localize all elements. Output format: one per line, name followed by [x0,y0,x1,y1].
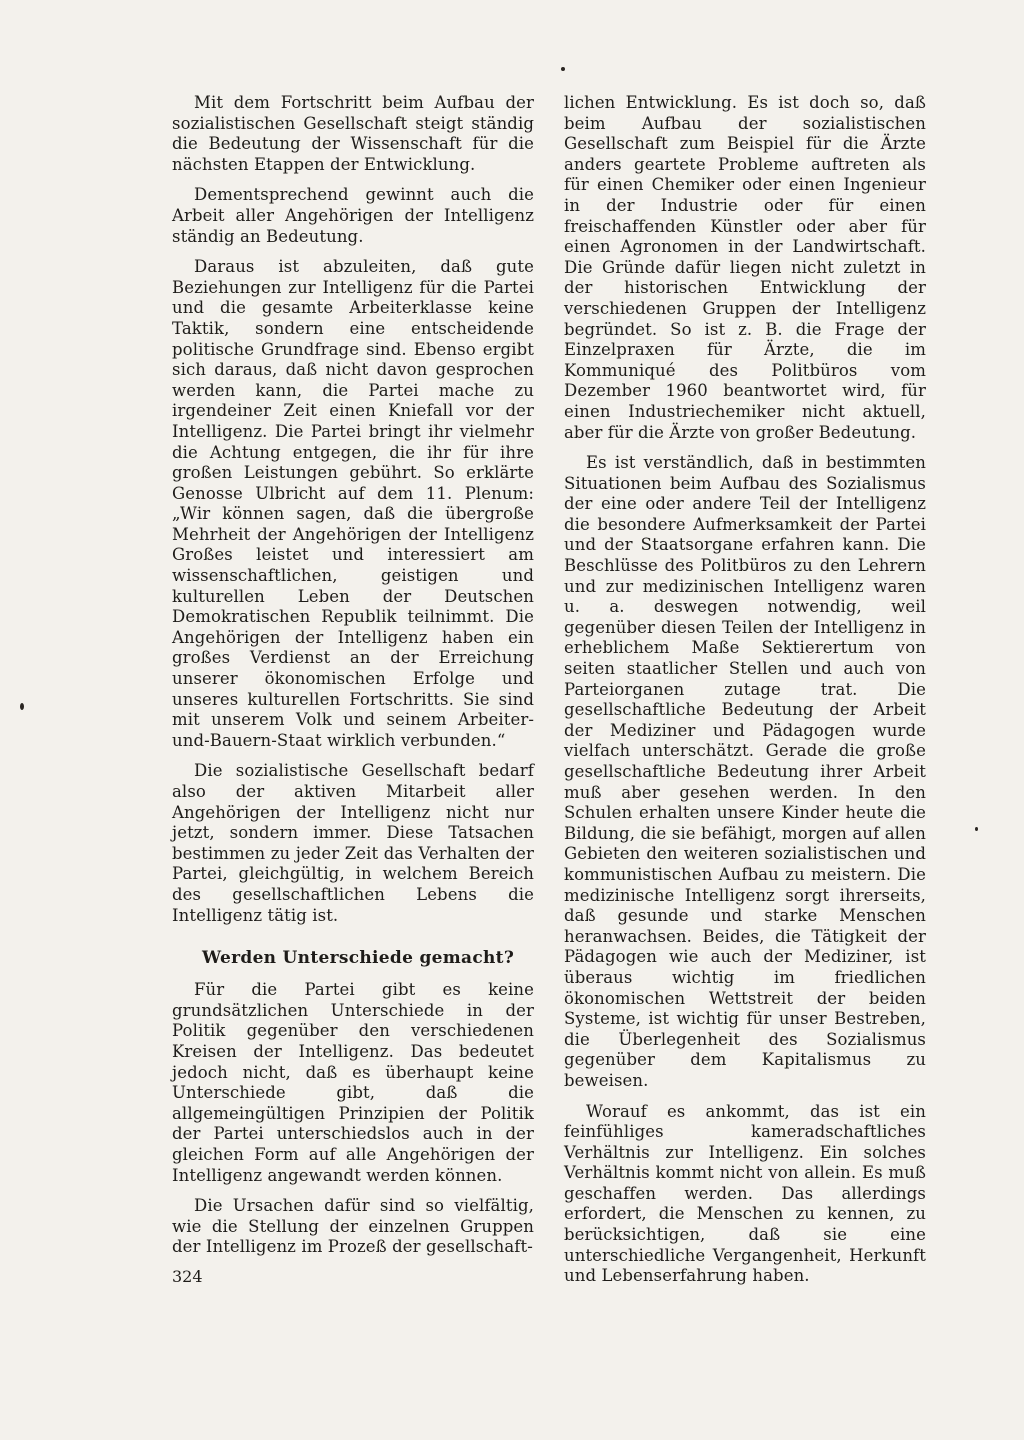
paragraph: Daraus ist abzuleiten, daß gute Beziehungen zur Intelligenz für die Partei und die gesamte Arbeiterklasse keine Taktik, sondern eine entscheidende politische Grundfrage sind. Ebenso ergibt sich daraus, daß nicht davon gesprochen werden kann, die Partei mache zu irgendeiner Zeit einen Kniefall vor der Intelligenz. Die Partei bringt ihr vielmehr die Achtung entgegen, die ihr für ihre großen Leistungen gebührt. So erklärte Genosse Ulbricht auf dem 11. Plenum: „Wir können sagen, daß die übergroße Mehrheit der Angehörigen der Intelligenz Großes leistet und interessiert am wissenschaftlichen, geistigen und kulturellen Leben der Deutschen Demokratischen Republik teilnimmt. Die Angehörigen der Intelligenz haben ein großes Verdienst an der Erreichung unserer ökonomischen Erfolge und unseres kulturellen Fortschritts. Sie sind mit unserem Volk und seinem Arbeiter-und-Bauern-Staat wirklich verbunden.“ [172,257,534,750]
page-number: 324 [172,1267,203,1286]
paragraph: Mit dem Fortschritt beim Aufbau der sozialistischen Gesellschaft steigt ständig die Bedeutung der Wissenschaft für die nächsten Etappen der Entwicklung. [172,93,534,174]
ink-speck-top [561,67,565,71]
paragraph: Die sozialistische Gesellschaft bedarf also der aktiven Mitarbeit aller Angehörigen der Intelligenz nicht nur jetzt, sondern immer. Diese Tatsachen bestimmen zu jeder Zeit das Verhalten der Partei, gleichgültig, in welchem Bereich des gesellschaftlichen Lebens die Intelligenz tätig ist. [172,761,534,925]
paragraph: Worauf es ankommt, das ist ein feinfühliges kameradschaftliches Verhältnis zur Intelligenz. Ein solches Verhältnis kommt nicht von allein. Es muß geschaffen werden. Das allerdings erfordert, die Menschen zu kennen, zu berücksichtigen, daß sie eine unterschiedliche Vergangenheit, Herkunft und Lebenserfahrung haben. [564,1101,926,1286]
paragraph-continuation: lichen Entwicklung. Es ist doch so, daß beim Aufbau der sozialistischen Gesellschaft zum Beispiel für die Ärzte anders geartete Probleme auftreten als für einen Chemiker oder einen Ingenieur in der Industrie oder für einen freischaffenden Künstler oder aber für einen Agronomen in der Landwirtschaft. Die Gründe dafür liegen nicht zuletzt in der historischen Entwicklung der verschiedenen Gruppen der Intelligenz begründet. So ist z. B. die Frage der Einzelpraxen für Ärzte, die im Kommuniqué des Politbüros vom Dezember 1960 beantwortet wird, für einen Industriechemiker nicht aktuell, aber für die Ärzte von großer Bedeutung. [564,93,926,442]
paragraph: Es ist verständlich, daß in bestimmten Situationen beim Aufbau des Sozialismus der eine oder andere Teil der Intelligenz die besondere Aufmerksamkeit der Partei und der Staatsorgane erfahren kann. Die Beschlüsse des Politbüros zu den Lehrern und zur medizinischen Intelligenz waren u. a. deswegen notwendig, weil gegenüber diesen Teilen der Intelligenz in erheblichem Maße Sektierertum von seiten staatlicher Stellen und auch von Parteiorganen zutage trat. Die gesellschaftliche Bedeutung der Arbeit der Mediziner und Pädagogen wurde vielfach unterschätzt. Gerade die große gesellschaftliche Bedeutung ihrer Arbeit muß aber gesehen werden. In den Schulen erhalten unsere Kinder heute die Bildung, die sie befähigt, morgen auf allen Gebieten den weiteren sozialistischen und kommunistischen Aufbau zu meistern. Die medizinische Intelligenz sorgt ihrerseits, daß gesunde und starke Menschen heranwachsen. Beides, die Tätigkeit der Pädagogen wie auch der Mediziner, ist überaus wichtig im friedlichen ökonomischen Wettstreit der beiden Systeme, ist wichtig für unser Bestreben, die Überlegenheit des Sozialismus gegenüber dem Kapitalismus zu beweisen. [564,453,926,1090]
paragraph: Dementsprechend gewinnt auch die Arbeit aller Angehörigen der Intelligenz ständig an Bedeutung. [172,185,534,246]
right-column [564,93,926,1297]
left-column [172,93,534,1268]
paragraph: Für die Partei gibt es keine grundsätzlichen Unterschiede in der Politik gegenüber den verschiedenen Kreisen der Intelligenz. Das bedeutet jedoch nicht, daß es überhaupt keine Unterschiede gibt, daß die allgemeingültigen Prinzipien der Politik der Partei unterschiedslos auch in der gleichen Form auf alle Angehörigen der Intelligenz angewandt werden können. [172,980,534,1185]
paragraph: Die Ursachen dafür sind so vielfältig, wie die Stellung der einzelnen Gruppen der Intelligenz im Prozeß der gesellschaft- [172,1196,534,1257]
ink-speck-right [975,827,978,831]
ink-speck-left [20,703,24,710]
section-heading: Werden Unterschiede gemacht? [202,948,515,969]
